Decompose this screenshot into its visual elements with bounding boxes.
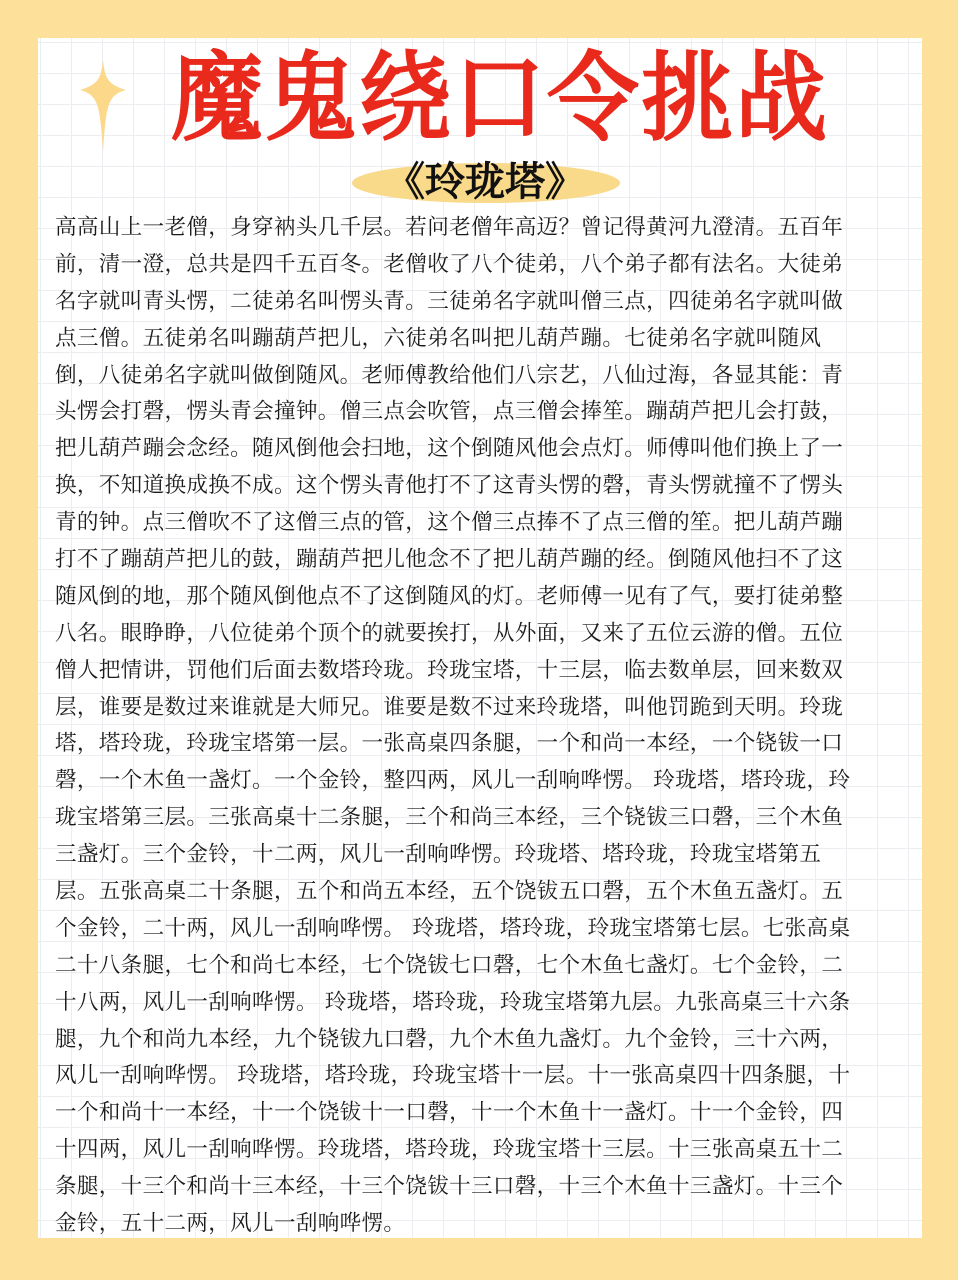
text-line: 倒，八徒弟名字就叫做倒随风。老师傅教给他们八宗艺，八仙过海，各显其能：青: [55, 362, 844, 388]
text-line: 三盏灯。三个金铃，十二两，风儿一刮响哗愣。玲珑塔、塔玲珑，玲珑宝塔第五: [55, 842, 822, 868]
text-line: 把儿葫芦蹦会念经。随风倒他会扫地，这个倒随风他会点灯。师傅叫他们换上了一: [55, 436, 844, 462]
tongue-twister-text: [55, 210, 907, 1243]
text-line: 前，清一澄，总共是四千五百冬。老僧收了八个徒弟，八个弟子都有法名。大徒弟: [55, 251, 844, 277]
text-line: 僧人把情讲，罚他们后面去数塔玲珑。玲珑宝塔，十三层，临去数单层，回来数双: [55, 657, 844, 683]
text-line: 风儿一刮响哗愣。 玲珑塔，塔玲珑，玲珑宝塔十一层。十一张高桌四十四条腿，十: [55, 1063, 851, 1089]
text-line: 二十八条腿，七个和尚七本经，七个饶钹七口磬，七个木鱼七盏灯。七个金铃，二: [55, 952, 844, 978]
text-line: 一个和尚十一本经，十一个饶钹十一口磬，十一个木鱼十一盏灯。十一个金铃，四: [55, 1100, 844, 1126]
text-line: 八名。眼睁睁，八位徒弟个顶个的就要挨打，从外面，又来了五位云游的僧。五位: [55, 620, 844, 646]
text-line: 塔，塔玲珑，玲珑宝塔第一层。一张高桌四条腿，一个和尚一本经，一个铙钹一口: [55, 731, 844, 757]
text-line: 随风倒的地，那个随风倒他点不了这倒随风的灯。老师傅一见有了气，要打徒弟整: [55, 583, 844, 609]
text-line: 磬，一个木鱼一盏灯。一个金铃，整四两，风儿一刮响哗愣。 玲珑塔，塔玲珑，玲: [55, 768, 851, 794]
text-line: 点三僧。五徒弟名叫蹦葫芦把儿，六徒弟名叫把儿葫芦蹦。七徒弟名字就叫随风: [55, 325, 822, 351]
page-subtitle: 《玲珑塔》: [385, 159, 585, 205]
text-line: 珑宝塔第三层。三张高桌十二条腿，三个和尚三本经，三个铙钹三口磬，三个木鱼: [55, 805, 844, 831]
text-line: 腿，九个和尚九本经，九个铙钹九口磬，九个木鱼九盏灯。九个金铃，三十六两，: [55, 1026, 844, 1052]
text-line: 十八两，风儿一刮响哗愣。 玲珑塔，塔玲珑，玲珑宝塔第九层。九张高桌三十六条: [55, 989, 851, 1015]
page-title: 魔鬼绕口令挑战: [170, 42, 829, 155]
text-line: 金铃，五十二两，风儿一刮响哗愣。: [55, 1211, 406, 1237]
text-line: 高高山上一老僧，身穿衲头几千层。若问老僧年高迈？曾记得黄河九澄清。五百年: [55, 215, 844, 240]
sparkle-star-icon: [78, 60, 128, 152]
text-line: 换，不知道换成换不成。这个愣头青他打不了这青头愣的磬，青头愣就撞不了愣头: [55, 473, 844, 499]
text-line: 层，谁要是数过来谁就是大师兄。谁要是数不过来玲珑塔，叫他罚跪到天明。玲珑: [55, 694, 844, 720]
text-line: 头愣会打磬，愣头青会撞钟。僧三点会吹管，点三僧会捧笙。蹦葫芦把儿会打鼓，: [55, 399, 844, 425]
text-line: 名字就叫青头愣，二徒弟名叫愣头青。三徒弟名字就叫僧三点，四徒弟名字就叫做: [55, 288, 844, 314]
text-line: 层。五张高桌二十条腿，五个和尚五本经，五个饶钹五口磬，五个木鱼五盏灯。五: [55, 879, 844, 905]
text-line: 十四两，风儿一刮响哗愣。玲珑塔，塔玲珑，玲珑宝塔十三层。十三张高桌五十二: [55, 1137, 844, 1163]
text-line: 条腿，十三个和尚十三本经，十三个饶钹十三口磬，十三个木鱼十三盏灯。十三个: [55, 1174, 844, 1200]
text-line: 青的钟。点三僧吹不了这僧三点的管，这个僧三点捧不了点三僧的笙。把儿葫芦蹦: [55, 510, 844, 536]
text-line: 个金铃，二十两，风儿一刮响哗愣。 玲珑塔，塔玲珑，玲珑宝塔第七层。七张高桌: [55, 915, 851, 941]
text-line: 打不了蹦葫芦把儿的鼓，蹦葫芦把儿他念不了把儿葫芦蹦的经。倒随风他扫不了这: [55, 547, 844, 573]
